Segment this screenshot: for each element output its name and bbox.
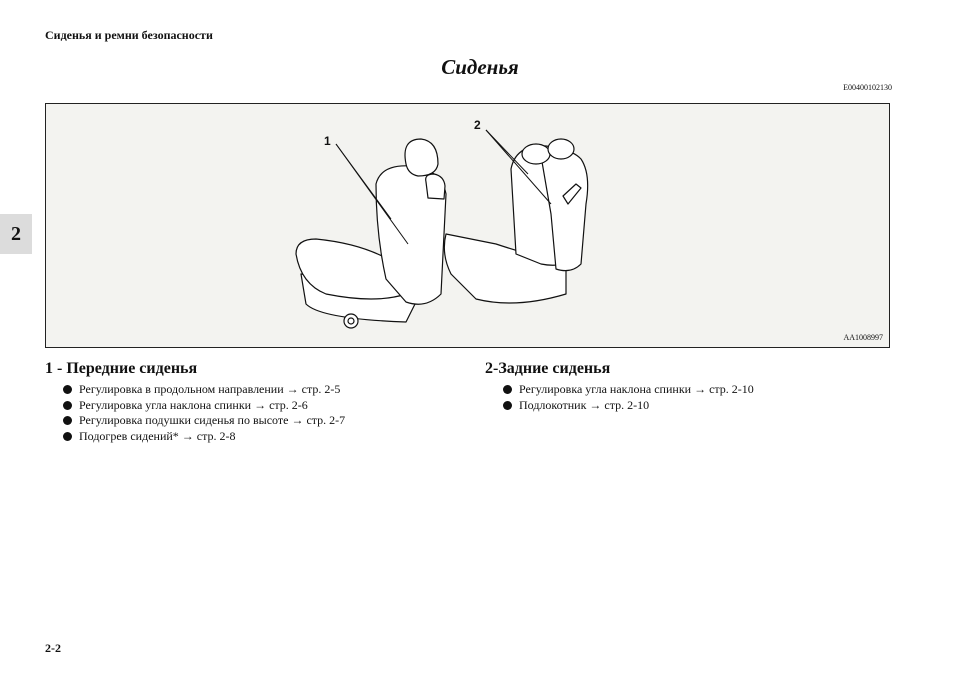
front-seats-heading: 1 - Передние сиденья — [45, 360, 198, 377]
bullet-icon — [63, 385, 72, 394]
front-item-text: Подогрев сидений* → стр. 2-8 — [79, 428, 236, 443]
seats-drawing — [46, 104, 891, 349]
page-number: 2-2 — [45, 641, 61, 655]
chapter-tab: 2 — [0, 214, 32, 254]
page-title: Сиденья — [441, 55, 519, 79]
list-item — [503, 382, 905, 398]
bullet-icon — [63, 432, 72, 441]
list-item — [503, 398, 905, 414]
front-item-text: Регулировка подушки сиденья по высоте → стр. 2-7 — [79, 413, 346, 427]
list-item — [63, 413, 465, 429]
rear-seats-heading: 2-Задние сиденья — [485, 360, 611, 377]
front-seat-knob-center — [348, 318, 354, 324]
rear-seats-list — [485, 382, 905, 413]
bullet-icon — [63, 401, 72, 410]
front-seats-list — [45, 382, 465, 444]
bullet-icon — [503, 385, 512, 394]
front-item-text: Регулировка угла наклона спинки → стр. 2-6 — [79, 397, 308, 412]
list-item — [63, 398, 465, 414]
section-code: E00400102130 — [843, 83, 892, 92]
rear-seats-section — [485, 360, 905, 413]
front-headrest — [405, 139, 438, 176]
rear-headrest-2 — [548, 139, 574, 159]
rear-item-text: Регулировка угла наклона спинки → стр. 2-10 — [519, 382, 754, 396]
figure-code: AA1008997 — [843, 333, 883, 342]
seats-illustration — [45, 103, 890, 348]
front-headrest-2 — [426, 174, 445, 199]
running-header: Сиденья и ремни безопасности — [45, 28, 213, 42]
list-item — [63, 429, 465, 445]
front-seats-section — [45, 360, 465, 444]
callout-2: 2 — [474, 118, 481, 132]
bullet-icon — [63, 416, 72, 425]
rear-item-text: Подлокотник → стр. 2-10 — [519, 397, 650, 412]
rear-headrest — [522, 144, 550, 164]
list-item — [63, 382, 465, 398]
front-item-text: Регулировка в продольном направлении → стр. 2-5 — [79, 382, 341, 396]
callout-1: 1 — [324, 134, 331, 148]
bullet-icon — [503, 401, 512, 410]
